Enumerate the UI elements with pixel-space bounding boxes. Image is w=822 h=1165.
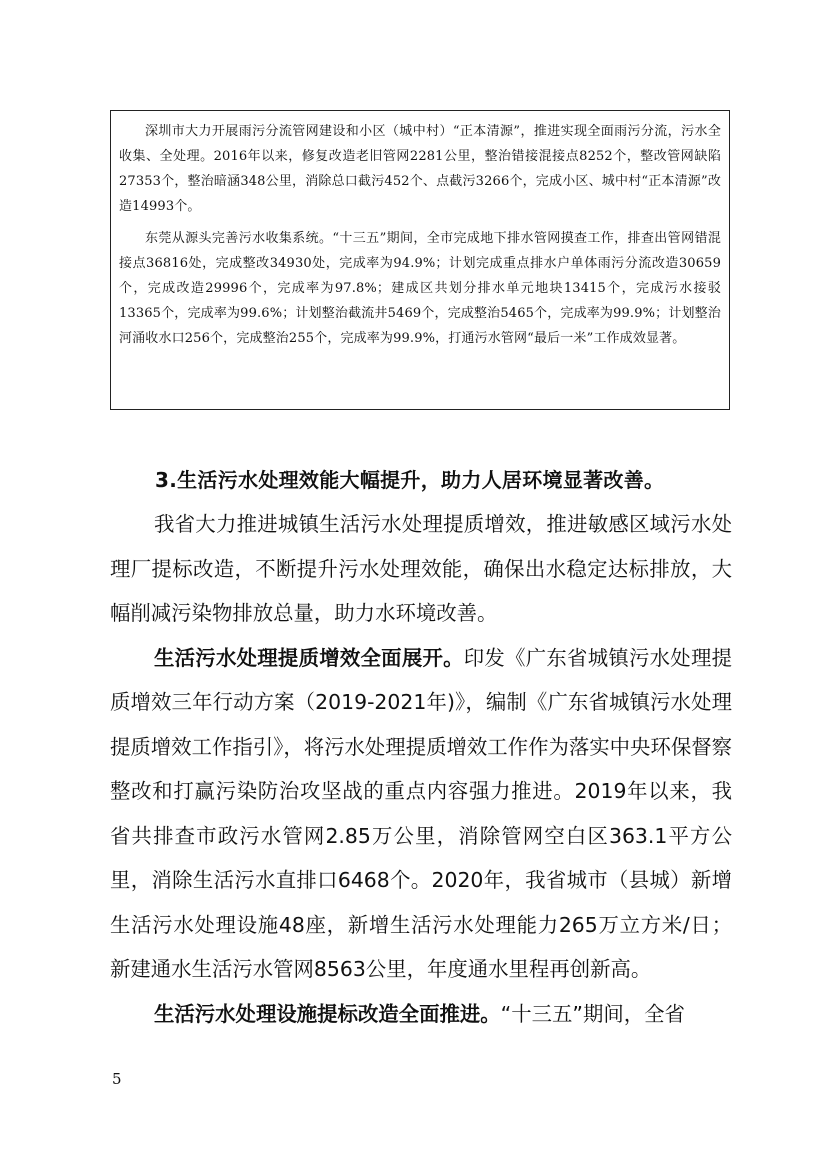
paragraph-lead: 生活污水处理设施提标改造全面推进。 — [154, 1001, 501, 1026]
case-study-box — [110, 110, 730, 410]
box-paragraph-dongguan: 东莞从源头完善污水收集系统。“十三五”期间，全市完成地下排水管网摸查工作，排查出管网错混接点36816处，完成整改34930处，完成率为94.9%；计划完成重点排水户单体雨污分流改造30659个，完成改造29996个，完成率为97.8%；建成区共划分排水单元地块13415个，完成污水接驳13365个，完成率为99.6%；计划整治截流井5469个，完成整治5465个，完成率为99.9%；计划整治河涌收水口256个，完成整治255个，完成率为99.9%，打通污水管网“最后一米”工作成效显著。 — [119, 231, 721, 346]
paragraph-lead: 生活污水处理提质增效全面展开。 — [154, 645, 464, 670]
section-heading: 3.生活污水处理效能大幅提升，助力人居环境显著改善。 — [155, 468, 665, 492]
main-body — [110, 458, 732, 1036]
box-paragraph-shenzhen: 深圳市大力开展雨污分流管网建设和小区（城中村）“正本清源”，推进实现全面雨污分流，污水全收集、全处理。2016年以来，修复改造老旧管网2281公里，整治错接混接点8252个，整改管网缺陷27353个，整治暗涵348公里，消除总口截污452个、点截污3266个，完成小区、城中村“正本清源”改造14993个。 — [119, 124, 721, 214]
paragraph-body: 印发《广东省城镇污水处理提质增效三年行动方案（2019-2021年)》，编制《广东省城镇污水处理提质增效工作指引》，将污水处理提质增效工作作为落实中央环保督察整改和打赢污染防治攻坚战的重点内容强力推进。2019年以来，我省共排查市政污水管网2.85万公里，消除管网空白区363.1平方公里，消除生活污水直排口6468个。2020年，我省城市（县城）新增生活污水处理设施48座，新增生活污水处理能力265万立方米/日；新建通水生活污水管网8563公里，年度通水里程再创新高。 — [110, 645, 732, 981]
body-paragraph-quality — [110, 636, 732, 992]
paragraph-body: “十三五”期间，全省 — [500, 1001, 685, 1026]
body-paragraph-upgrade — [110, 992, 732, 1037]
body-paragraph-intro: 我省大力推进城镇生活污水处理提质增效，推进敏感区域污水处理厂提标改造，不断提升污水处理效能，确保出水稳定达标排放，大幅削减污染物排放总量，助力水环境改善。 — [110, 512, 732, 625]
page-number: 5 — [112, 1070, 122, 1088]
